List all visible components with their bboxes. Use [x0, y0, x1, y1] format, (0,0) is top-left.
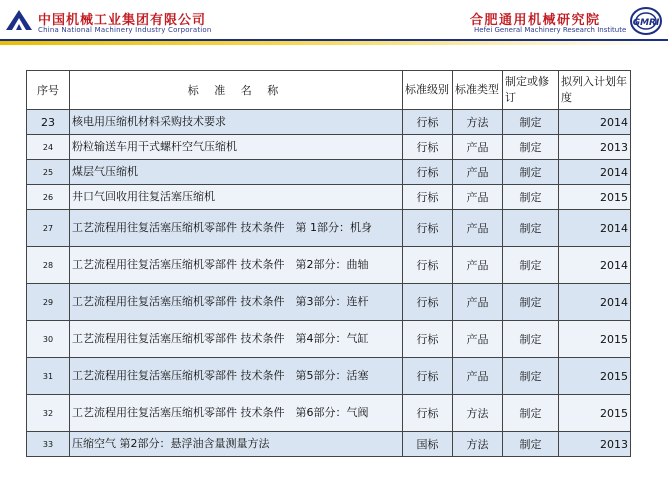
row-level: 行标 [403, 135, 453, 160]
table-row [27, 321, 631, 358]
row-no: 25 [27, 160, 70, 185]
row-year: 2015 [559, 321, 631, 358]
row-no: 26 [27, 185, 70, 210]
table-row [27, 160, 631, 185]
row-level: 行标 [403, 160, 453, 185]
row-no: 24 [27, 135, 70, 160]
row-no: 30 [27, 321, 70, 358]
column-header-level: 标准级别 [403, 71, 453, 110]
row-year: 2014 [559, 284, 631, 321]
row-name: 压缩空气 第2部分：悬浮油含量测量方法 [70, 432, 403, 457]
row-type: 产品 [453, 210, 503, 247]
row-name: 工艺流程用往复活塞压缩机零部件 技术条件 第 1部分：机身 [70, 210, 403, 247]
right-org-name: 合肥通用机械研究院 [470, 13, 601, 28]
row-action: 制定 [503, 110, 559, 135]
row-year: 2013 [559, 432, 631, 457]
table-row [27, 358, 631, 395]
table-row [27, 395, 631, 432]
row-level: 行标 [403, 321, 453, 358]
row-type: 产品 [453, 185, 503, 210]
row-no: 33 [27, 432, 70, 457]
row-year: 2014 [559, 210, 631, 247]
row-type: 产品 [453, 321, 503, 358]
standards-table [26, 70, 631, 457]
row-action: 制定 [503, 247, 559, 284]
column-header-action: 制定或修订 [503, 71, 559, 110]
row-no: 31 [27, 358, 70, 395]
row-name: 工艺流程用往复活塞压缩机零部件 技术条件 第6部分：气阀 [70, 395, 403, 432]
row-action: 制定 [503, 185, 559, 210]
row-name: 粉粒输送车用干式螺杆空气压缩机 [70, 135, 403, 160]
row-level: 行标 [403, 247, 453, 284]
row-name: 工艺流程用往复活塞压缩机零部件 技术条件 第5部分：活塞 [70, 358, 403, 395]
row-year: 2015 [559, 185, 631, 210]
row-name: 煤层气压缩机 [70, 160, 403, 185]
table-row [27, 432, 631, 457]
row-action: 制定 [503, 135, 559, 160]
row-name: 工艺流程用往复活塞压缩机零部件 技术条件 第2部分：曲轴 [70, 247, 403, 284]
row-action: 制定 [503, 358, 559, 395]
column-header-year: 拟列入计划年度 [559, 71, 631, 110]
row-year: 2014 [559, 110, 631, 135]
row-year: 2015 [559, 395, 631, 432]
row-name: 工艺流程用往复活塞压缩机零部件 技术条件 第4部分：气缸 [70, 321, 403, 358]
header-rule-gold [0, 41, 668, 45]
column-header-no: 序号 [27, 71, 70, 110]
row-name: 井口气回收用往复活塞压缩机 [70, 185, 403, 210]
row-type: 产品 [453, 160, 503, 185]
row-name: 工艺流程用往复活塞压缩机零部件 技术条件 第3部分：连杆 [70, 284, 403, 321]
left-org-name: 中国机械工业集团有限公司 [38, 13, 207, 28]
row-type: 产品 [453, 358, 503, 395]
table-row [27, 185, 631, 210]
row-action: 制定 [503, 321, 559, 358]
row-year: 2013 [559, 135, 631, 160]
column-header-name: 标 准 名 称 [70, 71, 403, 110]
table-row [27, 135, 631, 160]
row-year: 2014 [559, 160, 631, 185]
left-org-english-name: China National Machinery Industry Corporation [38, 26, 212, 34]
column-header-type: 标准类型 [453, 71, 503, 110]
row-no: 23 [27, 110, 70, 135]
row-type: 产品 [453, 247, 503, 284]
row-level: 行标 [403, 284, 453, 321]
row-level: 行标 [403, 395, 453, 432]
row-no: 32 [27, 395, 70, 432]
sinomach-logo-icon [6, 8, 32, 32]
row-year: 2015 [559, 358, 631, 395]
row-name: 核电用压缩机材料采购技术要求 [70, 110, 403, 135]
row-action: 制定 [503, 395, 559, 432]
row-year: 2014 [559, 247, 631, 284]
table-row [27, 284, 631, 321]
row-no: 28 [27, 247, 70, 284]
row-type: 方法 [453, 432, 503, 457]
row-level: 行标 [403, 185, 453, 210]
row-action: 制定 [503, 284, 559, 321]
row-no: 29 [27, 284, 70, 321]
row-type: 方法 [453, 110, 503, 135]
table-row [27, 247, 631, 284]
row-action: 制定 [503, 160, 559, 185]
row-type: 方法 [453, 395, 503, 432]
row-type: 产品 [453, 135, 503, 160]
gmri-logo-icon [630, 6, 662, 36]
row-level: 行标 [403, 210, 453, 247]
table-row [27, 210, 631, 247]
page-header [0, 0, 668, 42]
row-level: 行标 [403, 110, 453, 135]
row-action: 制定 [503, 432, 559, 457]
row-type: 产品 [453, 284, 503, 321]
row-level: 国标 [403, 432, 453, 457]
svg-text:GMRI: GMRI [632, 18, 660, 28]
table-row [27, 110, 631, 135]
row-level: 行标 [403, 358, 453, 395]
right-org-english-name: Hefei General Machinery Research Institute [474, 26, 627, 34]
row-no: 27 [27, 210, 70, 247]
row-action: 制定 [503, 210, 559, 247]
